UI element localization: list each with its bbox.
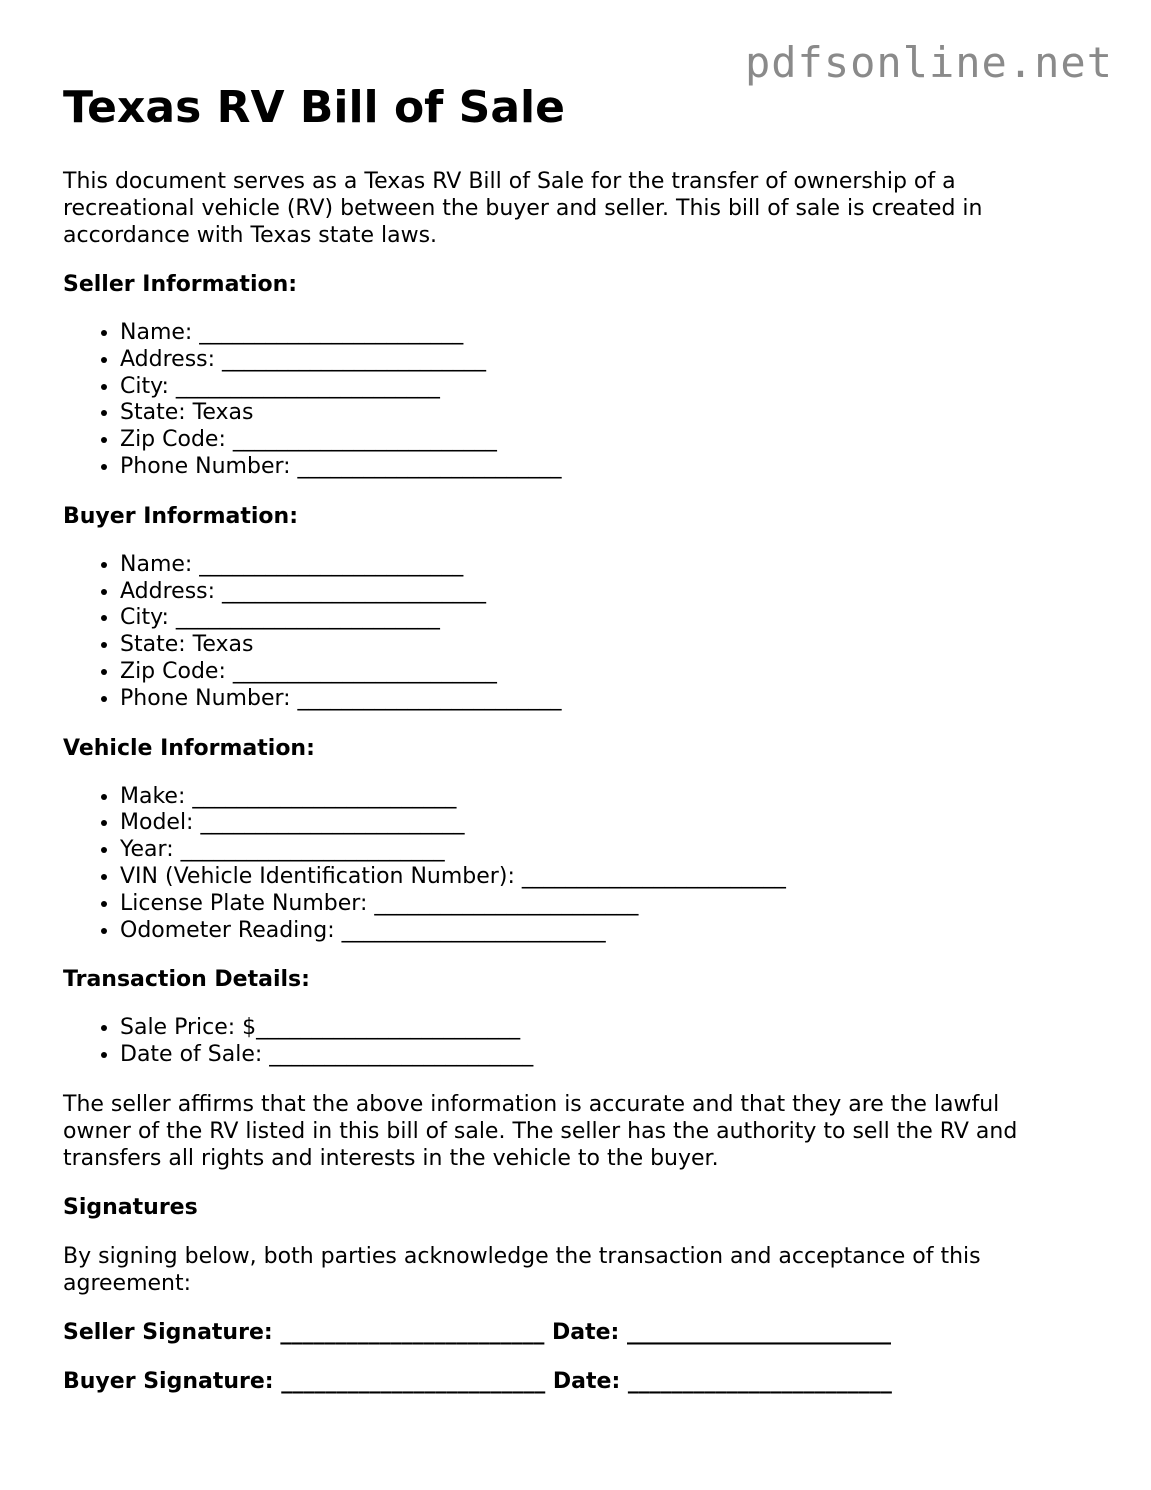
signatures-statement: By signing below, both parties acknowledge the transaction and acceptance of this agreement: bbox=[63, 1243, 981, 1296]
buyer-state-field: • State: Texas bbox=[120, 632, 1073, 659]
vehicle-year-field: • Year: ________________________ bbox=[120, 837, 1073, 864]
vehicle-heading: Vehicle Information: bbox=[63, 735, 315, 761]
seller-zip-field: • Zip Code: ________________________ bbox=[120, 427, 1073, 454]
seller-address-field: • Address: ________________________ bbox=[120, 347, 1073, 374]
document-page bbox=[63, 78, 1073, 1417]
seller-name-field: • Name: ________________________ bbox=[120, 320, 1073, 347]
buyer-address-field: • Address: ________________________ bbox=[120, 579, 1073, 606]
seller-city-field: • City: ________________________ bbox=[120, 374, 1073, 401]
affirmation-paragraph: The seller affirms that the above information is accurate and that they are the lawful owner of the RV listed in this bill of sale. The seller has the authority to sell the RV and transfers all rights and interests in the vehicle to the buyer. bbox=[63, 1091, 1018, 1171]
buyer-heading: Buyer Information: bbox=[63, 503, 298, 529]
seller-signature-line: Seller Signature: ________________________ Date: ________________________ bbox=[63, 1319, 891, 1345]
intro-paragraph: This document serves as a Texas RV Bill of Sale for the transfer of ownership of a recreational vehicle (RV) between the buyer and seller. This bill of sale is created in accordance with Texas state laws. bbox=[63, 169, 983, 248]
vehicle-model-field: • Model: ________________________ bbox=[120, 810, 1073, 837]
buyer-zip-field: • Zip Code: ________________________ bbox=[120, 659, 1073, 686]
transaction-heading: Transaction Details: bbox=[63, 967, 310, 993]
watermark: pdfsonline.net bbox=[744, 38, 1113, 87]
sale-date-field: • Date of Sale: ________________________ bbox=[120, 1042, 1073, 1069]
seller-field-list bbox=[63, 320, 1073, 481]
vehicle-field-list bbox=[63, 784, 1073, 945]
vehicle-plate-field: • License Plate Number: ________________________ bbox=[120, 891, 1073, 918]
seller-state-field: • State: Texas bbox=[120, 400, 1073, 427]
sale-price-field: • Sale Price: $________________________ bbox=[120, 1015, 1073, 1042]
signatures-heading: Signatures bbox=[63, 1194, 198, 1220]
vehicle-vin-field: • VIN (Vehicle Identification Number): ________________________ bbox=[120, 864, 1073, 891]
transaction-field-list bbox=[63, 1015, 1073, 1069]
buyer-phone-field: • Phone Number: ________________________ bbox=[120, 686, 1073, 713]
seller-heading: Seller Information: bbox=[63, 272, 298, 297]
seller-phone-field: • Phone Number: ________________________ bbox=[120, 454, 1073, 481]
buyer-signature-line: Buyer Signature: ________________________ Date: ________________________ bbox=[63, 1368, 892, 1394]
buyer-field-list bbox=[63, 552, 1073, 713]
vehicle-odometer-field: • Odometer Reading: ________________________ bbox=[120, 918, 1073, 945]
buyer-name-field: • Name: ________________________ bbox=[120, 552, 1073, 579]
page-title: Texas RV Bill of Sale bbox=[63, 82, 565, 133]
vehicle-make-field: • Make: ________________________ bbox=[120, 784, 1073, 811]
buyer-city-field: • City: ________________________ bbox=[120, 605, 1073, 632]
